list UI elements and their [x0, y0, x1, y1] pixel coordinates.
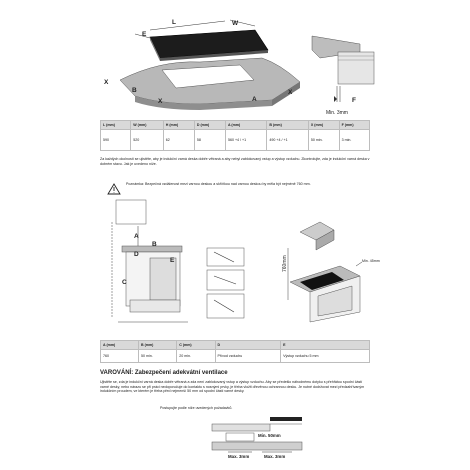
label-X-right: X: [288, 89, 293, 96]
table-header-row: [101, 341, 370, 350]
label-X-left: X: [104, 79, 109, 86]
countertop-cutout: [120, 58, 300, 110]
table-cell: 58: [194, 130, 225, 151]
label-X-bottom: X: [158, 98, 163, 105]
clearance-table: [100, 340, 370, 363]
table-header-cell: D: [215, 341, 281, 350]
label-max-3mm-right: Max. 3mm: [264, 454, 286, 459]
label-A-cab: A: [134, 233, 139, 240]
label-min-3mm-side: Min. 3mm: [326, 110, 348, 116]
ventilation-paragraph: Za každých okolností se ujistěte, aby je indukční varná deska dobře větraná a aby nebyl zablokovaný vstup a výstup vzduchu. Zkontrolujte, zda je indukční varná deska v dobrém stavu. Jak je uvedeno níže.: [100, 157, 370, 166]
cabinet-section-diagram: [112, 200, 188, 322]
label-F: F: [352, 97, 356, 104]
table-header-cell: X (mm): [308, 121, 339, 130]
ventilation-diagram: [212, 417, 302, 452]
warning-note: Poznámka: Bezpečná vzdálenost mezi varnou deskou a skříňkou nad varnou deskou by měla být nejméně 760 mm.: [126, 182, 311, 186]
label-L: L: [172, 19, 176, 26]
table-header-cell: W (mm): [131, 121, 164, 130]
label-E-cab: E: [170, 257, 175, 264]
table-cell: 20 min.: [177, 350, 215, 363]
warning-icon: [108, 184, 120, 194]
section-title: VAROVÁNÍ: Zabezpečení adekvátní ventilace: [100, 370, 228, 376]
table-header-cell: A (mm): [101, 341, 139, 350]
table-header-cell: E: [281, 341, 370, 350]
label-760mm: 760mm: [282, 255, 288, 272]
table-cell: 3 min.: [339, 130, 369, 151]
label-min-50mm: Min. 50mm: [258, 433, 281, 438]
table-cell: 760: [101, 350, 139, 363]
table-cell: 590: [101, 130, 131, 151]
table-cell: 560 +4 / +1: [225, 130, 266, 151]
table-row: [101, 130, 370, 151]
table-cell: 490 +4 / +1: [267, 130, 308, 151]
table-cell: 62: [163, 130, 194, 151]
table-row: [101, 350, 370, 363]
label-E: E: [142, 31, 147, 38]
hob-top-view: [135, 20, 268, 61]
table-header-cell: B (mm): [267, 121, 308, 130]
table-header-cell: B (mm): [138, 341, 176, 350]
cooker-3d-diagram: [288, 222, 362, 322]
table-header-cell: A (mm): [225, 121, 266, 130]
table-cell: 50 min.: [138, 350, 176, 363]
table-header-cell: D (mm): [194, 121, 225, 130]
label-A: A: [252, 96, 257, 103]
label-W: W: [232, 20, 239, 27]
table-header-cell: C (mm): [177, 341, 215, 350]
dimensions-table: [100, 120, 370, 151]
table-cell: Výstup vzduchu 5 mm: [281, 350, 370, 363]
table-header-row: [101, 121, 370, 130]
table-cell: 50 min.: [308, 130, 339, 151]
label-min-45-sink: Min. 45mm: [362, 259, 380, 263]
table-header-cell: H (mm): [163, 121, 194, 130]
table-cell: 520: [131, 130, 164, 151]
label-D-cab: D: [134, 251, 139, 258]
table-header-cell: F (mm): [339, 121, 369, 130]
label-B-cab: B: [152, 241, 157, 248]
airflow-detail-panels: [207, 248, 244, 318]
side-clearance-detail: [312, 36, 374, 102]
table-cell: Přívod vzduchu: [215, 350, 281, 363]
label-C-cab: C: [122, 279, 127, 286]
ventilation-warning-paragraph: Ujistěte se, zda je indukční varná deska dobře větraná a zda není zablokovaný vstup a výstup vzduchu. Aby se předešlo náhodnému dotyku s přehřátou spodní částí varné desky, nebo nárazu se při práci nedoporučuje do kontaktu s nosnými prvky, je třeba vložit dřevěnou ochrannou desku. Je nutné dodržovat mezi předzahřívaným indukčním proudem, ve kterém je třeba před nejmenší 50 mm od spodní části varné desky.: [100, 380, 365, 394]
label-max-3mm-left: Max. 3mm: [228, 454, 250, 459]
requirements-caption: Postupujte podle níže uvedených požadavků.: [160, 406, 233, 410]
label-B: B: [132, 87, 137, 94]
table-header-cell: L (mm): [101, 121, 131, 130]
